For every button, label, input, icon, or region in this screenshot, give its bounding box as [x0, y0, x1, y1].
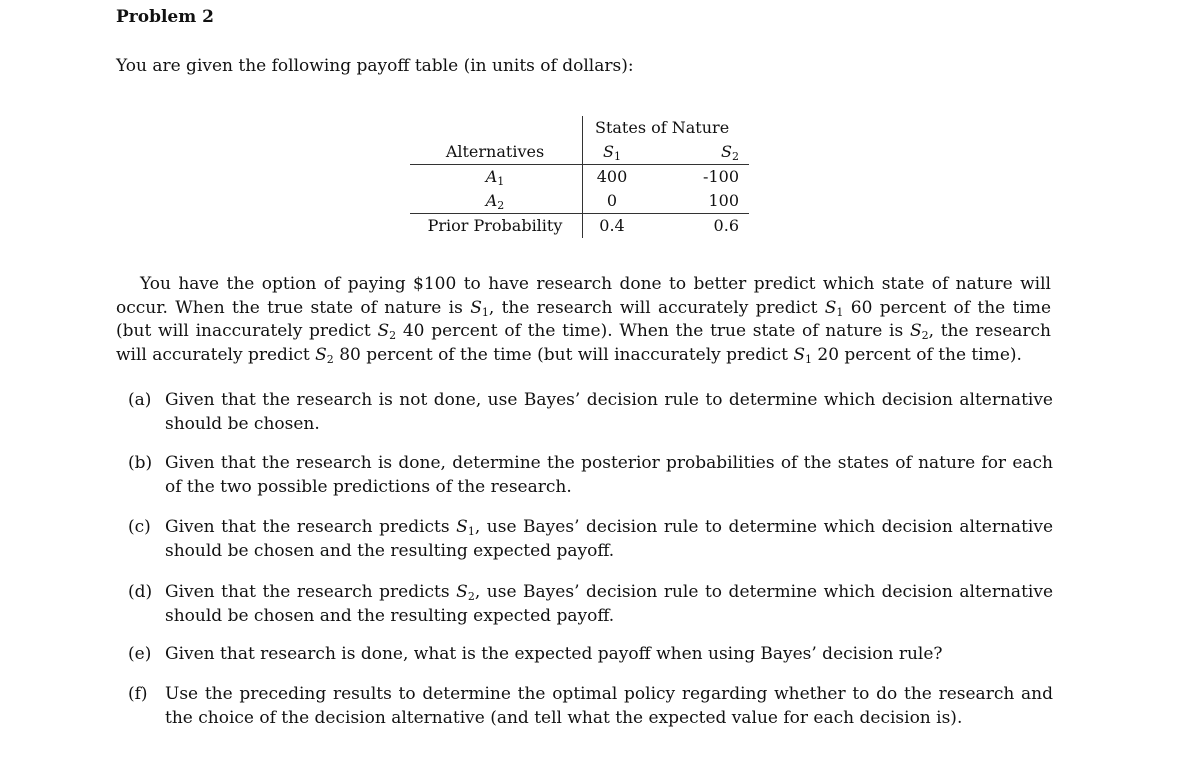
table-header-row: [410, 140, 749, 165]
table-header-row-states: [410, 116, 749, 140]
table-row: [410, 189, 749, 214]
alt-a2: $A_2$: [410, 189, 583, 214]
prior-label: Prior Probability: [427, 216, 563, 235]
s2-header: $S_2$: [641, 140, 749, 165]
states-of-nature-header: States of Nature: [583, 116, 750, 140]
s1-header: $S_1$: [583, 140, 642, 165]
cell-a2-s2: 100: [641, 189, 749, 214]
alternatives-header: Alternatives: [410, 140, 583, 165]
table-row: [410, 165, 749, 190]
cell-a1-s2: -100: [703, 167, 739, 186]
prior-probability-row: [410, 214, 749, 239]
intro-text: You are given the following payoff table (in units of dollars):: [116, 56, 634, 76]
list-item: (c) Given that the research predicts $S_1$, use Bayes’ decision rule to determine which decision alternative should be chosen and the resulting expected payoff.: [128, 517, 1054, 561]
list-item: (d) Given that the research predicts $S_2$, use Bayes’ decision rule to determine which decision alternative should be chosen and the resulting expected payoff.: [128, 582, 1054, 626]
research-paragraph: You have the option of paying $100 to have research done to better predict which state of nature will occur. When the true state of nature is $S_1$, the research will accurately predict $S_1$ 60 percent of the time (but will inaccurately predict $S_2$ 40 percent of the time). When the true state of nature is $S_2$, the research will accurately predict $S_2$ 80 percent of the time (but will inaccurately predict $S_1$ 20 percent of the time).: [116, 274, 1052, 367]
prior-s1: 0.4: [583, 214, 642, 239]
list-item: (a) Given that the research is not done, use Bayes’ decision rule to determine which decision alternative should be chosen.: [128, 390, 1053, 434]
payoff-table: [410, 116, 749, 238]
cell-a1-s1: 400: [583, 165, 642, 190]
list-item: (e) Given that research is done, what is the expected payoff when using Bayes’ decision rule?: [128, 644, 943, 664]
problem-title: Problem 2: [116, 7, 214, 27]
alt-a1: $A_1$: [485, 167, 505, 188]
prior-s2: 0.6: [713, 216, 739, 235]
cell-a2-s1: 0: [583, 189, 642, 214]
list-item: (b) Given that the research is done, determine the posterior probabilities of the states of nature for each of the two possible predictions of the research.: [128, 453, 1053, 497]
list-item: (f) Use the preceding results to determine the optimal policy regarding whether to do the research and the choice of the decision alternative (and tell what the expected value for each decision is).: [128, 684, 1053, 728]
